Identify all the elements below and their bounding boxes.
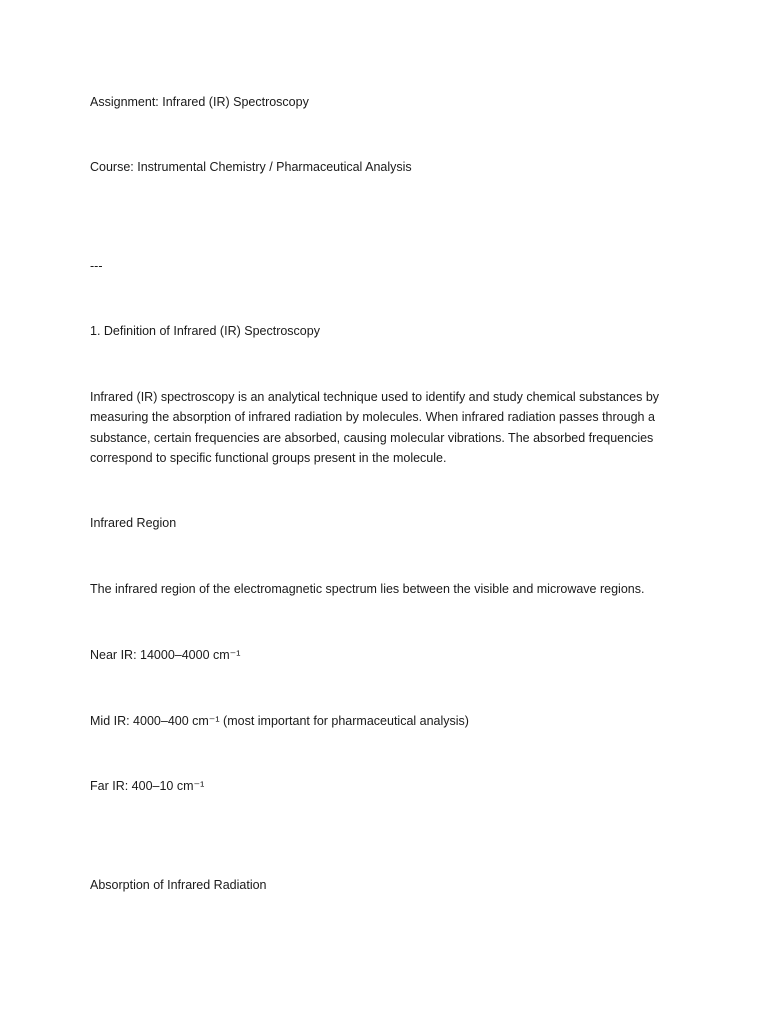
mid-ir-line: Mid IR: 4000–400 cm⁻¹ (most important for pharmaceutical analysis) [90, 714, 469, 728]
absorption-heading: Absorption of Infrared Radiation [90, 878, 267, 892]
infrared-region-heading: Infrared Region [90, 516, 177, 530]
separator: --- [90, 259, 103, 273]
course-line: Course: Instrumental Chemistry / Pharmaceutical Analysis [90, 160, 412, 174]
section-heading-definition: 1. Definition of Infrared (IR) Spectroscopy [90, 324, 320, 338]
far-ir-line: Far IR: 400–10 cm⁻¹ [90, 779, 205, 793]
definition-paragraph: Infrared (IR) spectroscopy is an analytical technique used to identify and study chemical substances by measuring the absorption of infrared radiation by molecules. When infrared radiation passes through a substance, certain frequencies are absorbed, causing molecular vibrations. The absorbed frequencies correspond to specific functional groups present in the molecule. [90, 390, 660, 466]
assignment-title: Assignment: Infrared (IR) Spectroscopy [90, 95, 309, 109]
near-ir-line: Near IR: 14000–4000 cm⁻¹ [90, 648, 241, 662]
infrared-region-text: The infrared region of the electromagnetic spectrum lies between the visible and microwave regions. [90, 582, 645, 596]
